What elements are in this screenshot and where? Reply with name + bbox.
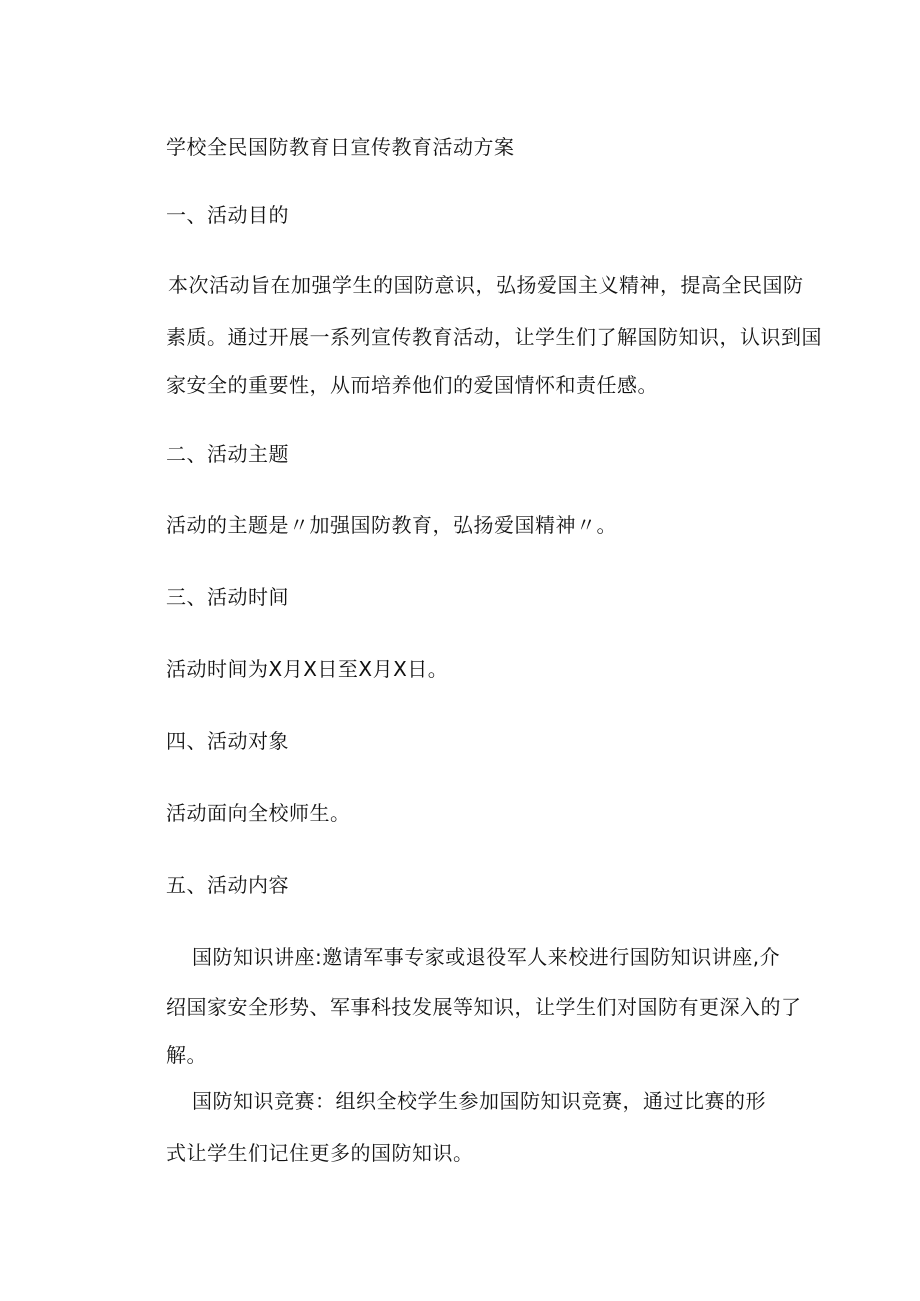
section-heading-content: 五、活动内容 (166, 873, 289, 897)
section-heading-time: 三、活动时间 (166, 585, 289, 609)
document-title: 学校全民国防教育日宣传教育活动方案 (166, 135, 515, 159)
content-item-lecture-line-3: 解。 (166, 1043, 207, 1067)
section-heading-theme: 二、活动主题 (166, 442, 289, 466)
content-item-lecture-line-2: 绍国家安全形势、军事科技发展等知识，让学生们对国防有更深入的了 (166, 995, 802, 1019)
purpose-line-3: 家安全的重要性，从而培养他们的爱国情怀和责任感。 (166, 373, 658, 397)
purpose-line-2: 素质。通过开展一系列宣传教育活动，让学生们了解国防知识，认识到国 (166, 325, 822, 349)
content-item-lecture-line-1: 国防知识讲座:邀请军事专家或退役军人来校进行国防知识讲座,介 (192, 945, 781, 969)
theme-line-1: 活动的主题是〃加强国防教育，弘扬爱国精神〃。 (166, 513, 617, 537)
time-line-1: 活动时间为X月X日至X月X日。 (166, 657, 449, 681)
content-item-contest-line-2: 式让学生们记住更多的国防知识。 (166, 1141, 474, 1165)
section-heading-purpose: 一、活动目的 (166, 203, 289, 227)
purpose-line-1: 本次活动旨在加强学生的国防意识，弘扬爱国主义精神，提高全民国防 (168, 273, 804, 297)
content-item-contest-line-1: 国防知识竞赛：组织全校学生参加国防知识竞赛，通过比赛的形 (192, 1089, 766, 1113)
section-heading-audience: 四、活动对象 (166, 729, 289, 753)
audience-line-1: 活动面向全校师生。 (166, 801, 351, 825)
